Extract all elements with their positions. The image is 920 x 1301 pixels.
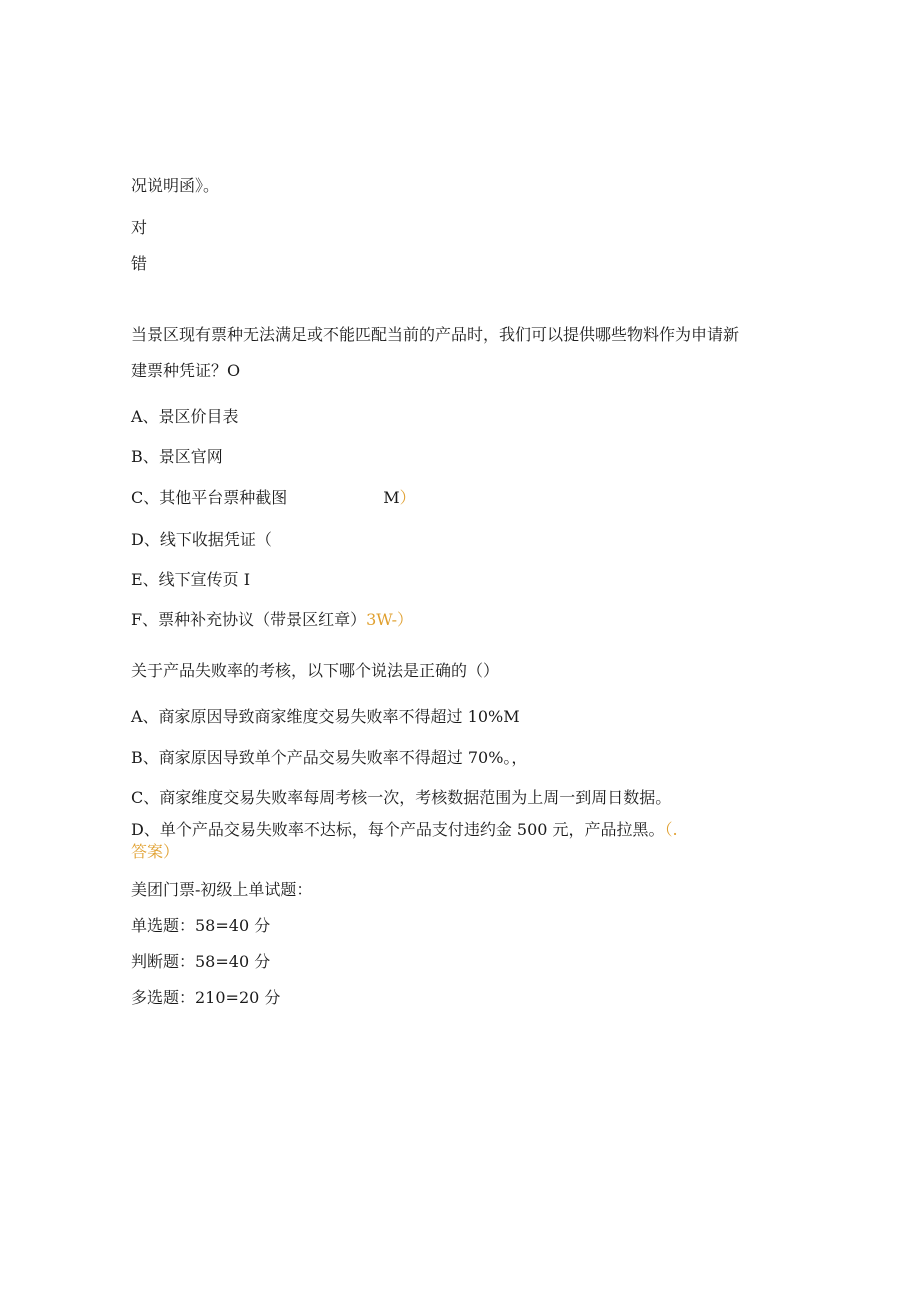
prev-question-tail: 况说明函》。 (131, 176, 220, 195)
fail-option-d-mark-line2: 答案） (131, 842, 180, 861)
ticket-option-e: E、线下宣传页 I (131, 570, 251, 589)
option-false: 错 (131, 254, 148, 273)
ticket-option-c-mark-tail: ） (399, 488, 416, 507)
ticket-option-f-mark: 3W-） (366, 610, 413, 629)
ticket-option-c-mark: M (383, 488, 400, 507)
fail-question-stem: 关于产品失败率的考核，以下哪个说法是正确的（） (131, 661, 500, 680)
ticket-option-c-text: C、其他平台票种截图 (131, 488, 288, 507)
fail-option-b: B、商家原因导致单个产品交易失败率不得超过 70%。， (131, 748, 528, 767)
fail-option-d-text: D、单个产品交易失败率不达标，每个产品支付违约金 500 元，产品拉黑。 (131, 820, 665, 839)
summary-multi: 多选题：210=20 分 (131, 988, 281, 1007)
ticket-question-stem-line2: 建票种凭证？O (131, 361, 241, 380)
ticket-option-f-text: F、票种补充协议（带景区红章） (131, 610, 367, 629)
fail-option-d (131, 820, 678, 840)
ticket-option-d: D、线下收据凭证（ (131, 530, 272, 549)
summary-single: 单选题：58=40 分 (131, 916, 271, 935)
summary-title: 美团门票-初级上单试题： (131, 880, 313, 899)
ticket-option-a: A、景区价目表 (131, 407, 239, 426)
ticket-option-b: B、景区官网 (131, 447, 223, 466)
option-true: 对 (131, 218, 148, 237)
fail-option-d-mark: （. (664, 820, 678, 839)
ticket-question-stem-line1: 当景区现有票种无法满足或不能匹配当前的产品时，我们可以提供哪些物料作为申请新 (131, 325, 740, 344)
fail-option-a: A、商家原因导致商家维度交易失败率不得超过 10%M (131, 707, 520, 726)
fail-option-c: C、商家维度交易失败率每周考核一次，考核数据范围为上周一到周日数据。 (131, 788, 672, 807)
ticket-option-c (131, 488, 416, 508)
ticket-option-f (131, 610, 413, 630)
summary-judge: 判断题：58=40 分 (131, 952, 271, 971)
